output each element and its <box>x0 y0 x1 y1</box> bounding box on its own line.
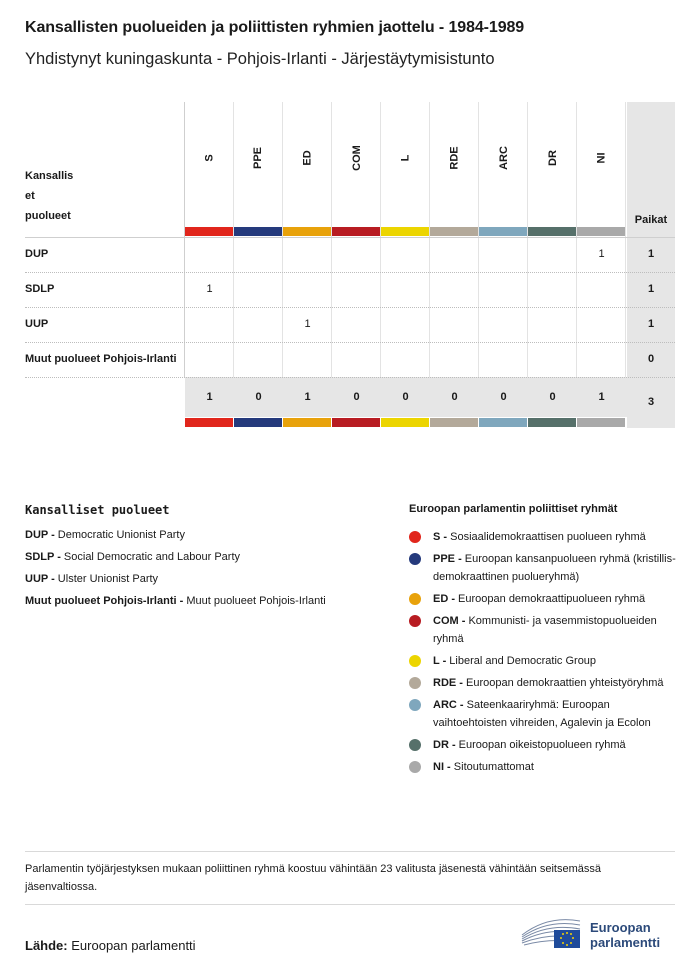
group-legend-item <box>409 550 679 586</box>
national-party-name: Ulster Unionist Party <box>54 573 159 585</box>
national-party-name: Social Democratic and Labour Party <box>60 551 241 563</box>
national-party-code: Muut puolueet Pohjois-Irlanti - <box>25 595 184 607</box>
group-color-dot <box>409 531 421 543</box>
row-header-line-2: et <box>25 190 35 202</box>
color-bar-top-ppe <box>234 227 282 236</box>
row-total: 1 <box>647 283 655 295</box>
column-header-label: NI <box>595 152 608 164</box>
group-code: NI - <box>433 761 451 773</box>
column-header-label: ED <box>301 150 314 166</box>
color-bar-top-arc <box>479 227 527 236</box>
table-cell: 1 <box>304 318 311 330</box>
color-bar-bottom-ni <box>577 418 625 427</box>
row-header-line-3: puolueet <box>25 210 71 222</box>
group-code: ED - <box>433 593 455 605</box>
national-parties-list <box>25 528 395 616</box>
row-label-dup: DUP <box>25 248 49 260</box>
column-total: 0 <box>451 391 458 403</box>
ep-logo-line-1: Euroopan <box>590 920 651 935</box>
column-header-rde <box>430 138 479 178</box>
column-total: 0 <box>353 391 360 403</box>
row-divider <box>25 237 675 238</box>
color-bar-top-ed <box>283 227 331 236</box>
source-value: Euroopan parlamentti <box>71 938 196 953</box>
color-bar-bottom-s <box>185 418 233 427</box>
color-bar-bottom-com <box>332 418 380 427</box>
group-legend-item <box>409 652 679 670</box>
group-name: Sateenkaariryhmä: Euroopan vaihtoehtoisten vihreiden, Agalevin ja Ecolon <box>433 699 651 729</box>
row-divider <box>25 377 675 378</box>
color-bar-top-s <box>185 227 233 236</box>
group-name: Sitoutumattomat <box>450 761 534 773</box>
group-legend-item <box>409 674 679 692</box>
group-legend-item <box>409 612 679 648</box>
group-color-dot <box>409 593 421 605</box>
group-code: S - <box>433 531 448 543</box>
group-code: DR - <box>433 739 456 751</box>
group-color-dot <box>409 761 421 773</box>
column-header-ni <box>577 138 626 178</box>
group-code: RDE - <box>433 677 463 689</box>
color-bar-bottom-arc <box>479 418 527 427</box>
page-subtitle: Yhdistynyt kuningaskunta - Pohjois-Irlanti - Järjestäytymisistunto <box>25 50 495 68</box>
color-bar-bottom-dr <box>528 418 576 427</box>
color-bar-bottom-rde <box>430 418 478 427</box>
groups-legend-title: Euroopan parlamentin poliittiset ryhmät <box>409 503 618 515</box>
column-header-label: DR <box>546 150 559 166</box>
column-total: 1 <box>598 391 605 403</box>
footer-note: Parlamentin työjärjestyksen mukaan poliittinen ryhmä koostuu vähintään 23 valitusta jäsenestä vähintään seitsemässä jäsenvaltiossa. <box>25 863 601 893</box>
group-code: L - <box>433 655 447 667</box>
group-color-dot <box>409 739 421 751</box>
column-header-ed <box>283 138 332 178</box>
national-parties-title: Kansalliset puolueet <box>25 503 170 517</box>
group-name: Liberal and Democratic Group <box>446 655 597 667</box>
column-total: 1 <box>206 391 213 403</box>
group-color-dot <box>409 615 421 627</box>
color-bar-bottom-ppe <box>234 418 282 427</box>
group-color-dot <box>409 699 421 711</box>
group-name: Euroopan demokraattien yhteistyöryhmä <box>462 677 664 689</box>
seats-column-background <box>627 102 675 428</box>
group-code: COM - <box>433 615 466 627</box>
source-label: Lähde: <box>25 938 68 953</box>
table-cell: 1 <box>598 248 605 260</box>
column-header-label: RDE <box>448 146 461 170</box>
column-header-s <box>185 138 234 178</box>
column-header-label: L <box>399 154 412 162</box>
group-legend-item <box>409 696 679 732</box>
row-total: 1 <box>647 248 655 260</box>
color-bar-top-rde <box>430 227 478 236</box>
group-legend-item <box>409 590 679 608</box>
group-legend-item <box>409 736 679 754</box>
column-total: 0 <box>549 391 556 403</box>
column-header-dr <box>528 138 577 178</box>
row-label-muut-puolueet-pohjois-irlanti: Muut puolueet Pohjois-Irlanti <box>25 353 177 365</box>
national-party-name: Muut puolueet Pohjois-Irlanti <box>183 595 326 607</box>
footer-divider-bottom <box>25 904 675 905</box>
group-name: Sosiaalidemokraattisen puolueen ryhmä <box>447 531 646 543</box>
column-header-l <box>381 138 430 178</box>
color-bar-top-dr <box>528 227 576 236</box>
column-total: 0 <box>500 391 507 403</box>
group-color-dot <box>409 677 421 689</box>
row-divider <box>25 307 675 308</box>
row-label-sdlp: SDLP <box>25 283 55 295</box>
row-label-uup: UUP <box>25 318 49 330</box>
color-bar-top-ni <box>577 227 625 236</box>
row-total: 1 <box>647 318 655 330</box>
column-total: 0 <box>255 391 262 403</box>
groups-legend-list <box>409 528 679 780</box>
group-code: PPE - <box>433 553 462 565</box>
footer-divider-top <box>25 851 675 852</box>
national-party-item <box>25 572 395 594</box>
group-name: Euroopan oikeistopuolueen ryhmä <box>455 739 626 751</box>
national-party-item <box>25 528 395 550</box>
row-header-label <box>25 166 85 226</box>
column-header-arc <box>479 138 528 178</box>
national-party-code: SDLP - <box>25 551 61 563</box>
page-title: Kansallisten puolueiden ja poliittisten ryhmien jaottelu - 1984-1989 <box>25 19 525 36</box>
column-total: 1 <box>304 391 311 403</box>
color-bar-top-com <box>332 227 380 236</box>
column-header-label: S <box>203 154 216 162</box>
column-header-label: PPE <box>252 146 265 170</box>
column-header-label: ARC <box>497 146 510 170</box>
ep-logo-text <box>590 920 660 950</box>
column-header-com <box>332 138 381 178</box>
group-name: Kommunisti- ja vasemmistopuolueiden ryhmä <box>433 615 657 645</box>
group-name: Euroopan kansanpuolueen ryhmä (kristillis-demokraattinen puolueryhmä) <box>433 553 676 583</box>
row-divider <box>25 342 675 343</box>
national-party-code: DUP - <box>25 529 55 541</box>
seats-column-label: Paikat <box>634 214 668 226</box>
grand-total: 3 <box>647 396 655 408</box>
group-code: ARC - <box>433 699 464 711</box>
column-total: 0 <box>402 391 409 403</box>
group-color-dot <box>409 655 421 667</box>
national-party-code: UUP - <box>25 573 55 585</box>
national-party-item <box>25 594 395 616</box>
group-legend-item <box>409 528 679 546</box>
row-total: 0 <box>647 353 655 365</box>
color-bar-bottom-ed <box>283 418 331 427</box>
national-party-item <box>25 550 395 572</box>
group-legend-item <box>409 758 679 776</box>
table-cell: 1 <box>206 283 213 295</box>
color-bar-top-l <box>381 227 429 236</box>
column-header-ppe <box>234 138 283 178</box>
source-line <box>25 938 196 953</box>
group-name: Euroopan demokraattipuolueen ryhmä <box>455 593 646 605</box>
color-bar-bottom-l <box>381 418 429 427</box>
national-party-name: Democratic Unionist Party <box>54 529 185 541</box>
ep-logo-line-2: parlamentti <box>590 935 661 950</box>
group-color-dot <box>409 553 421 565</box>
distribution-table <box>25 102 675 429</box>
column-header-label: COM <box>350 145 363 171</box>
row-header-line-1: Kansallis <box>25 170 74 182</box>
row-divider <box>25 272 675 273</box>
